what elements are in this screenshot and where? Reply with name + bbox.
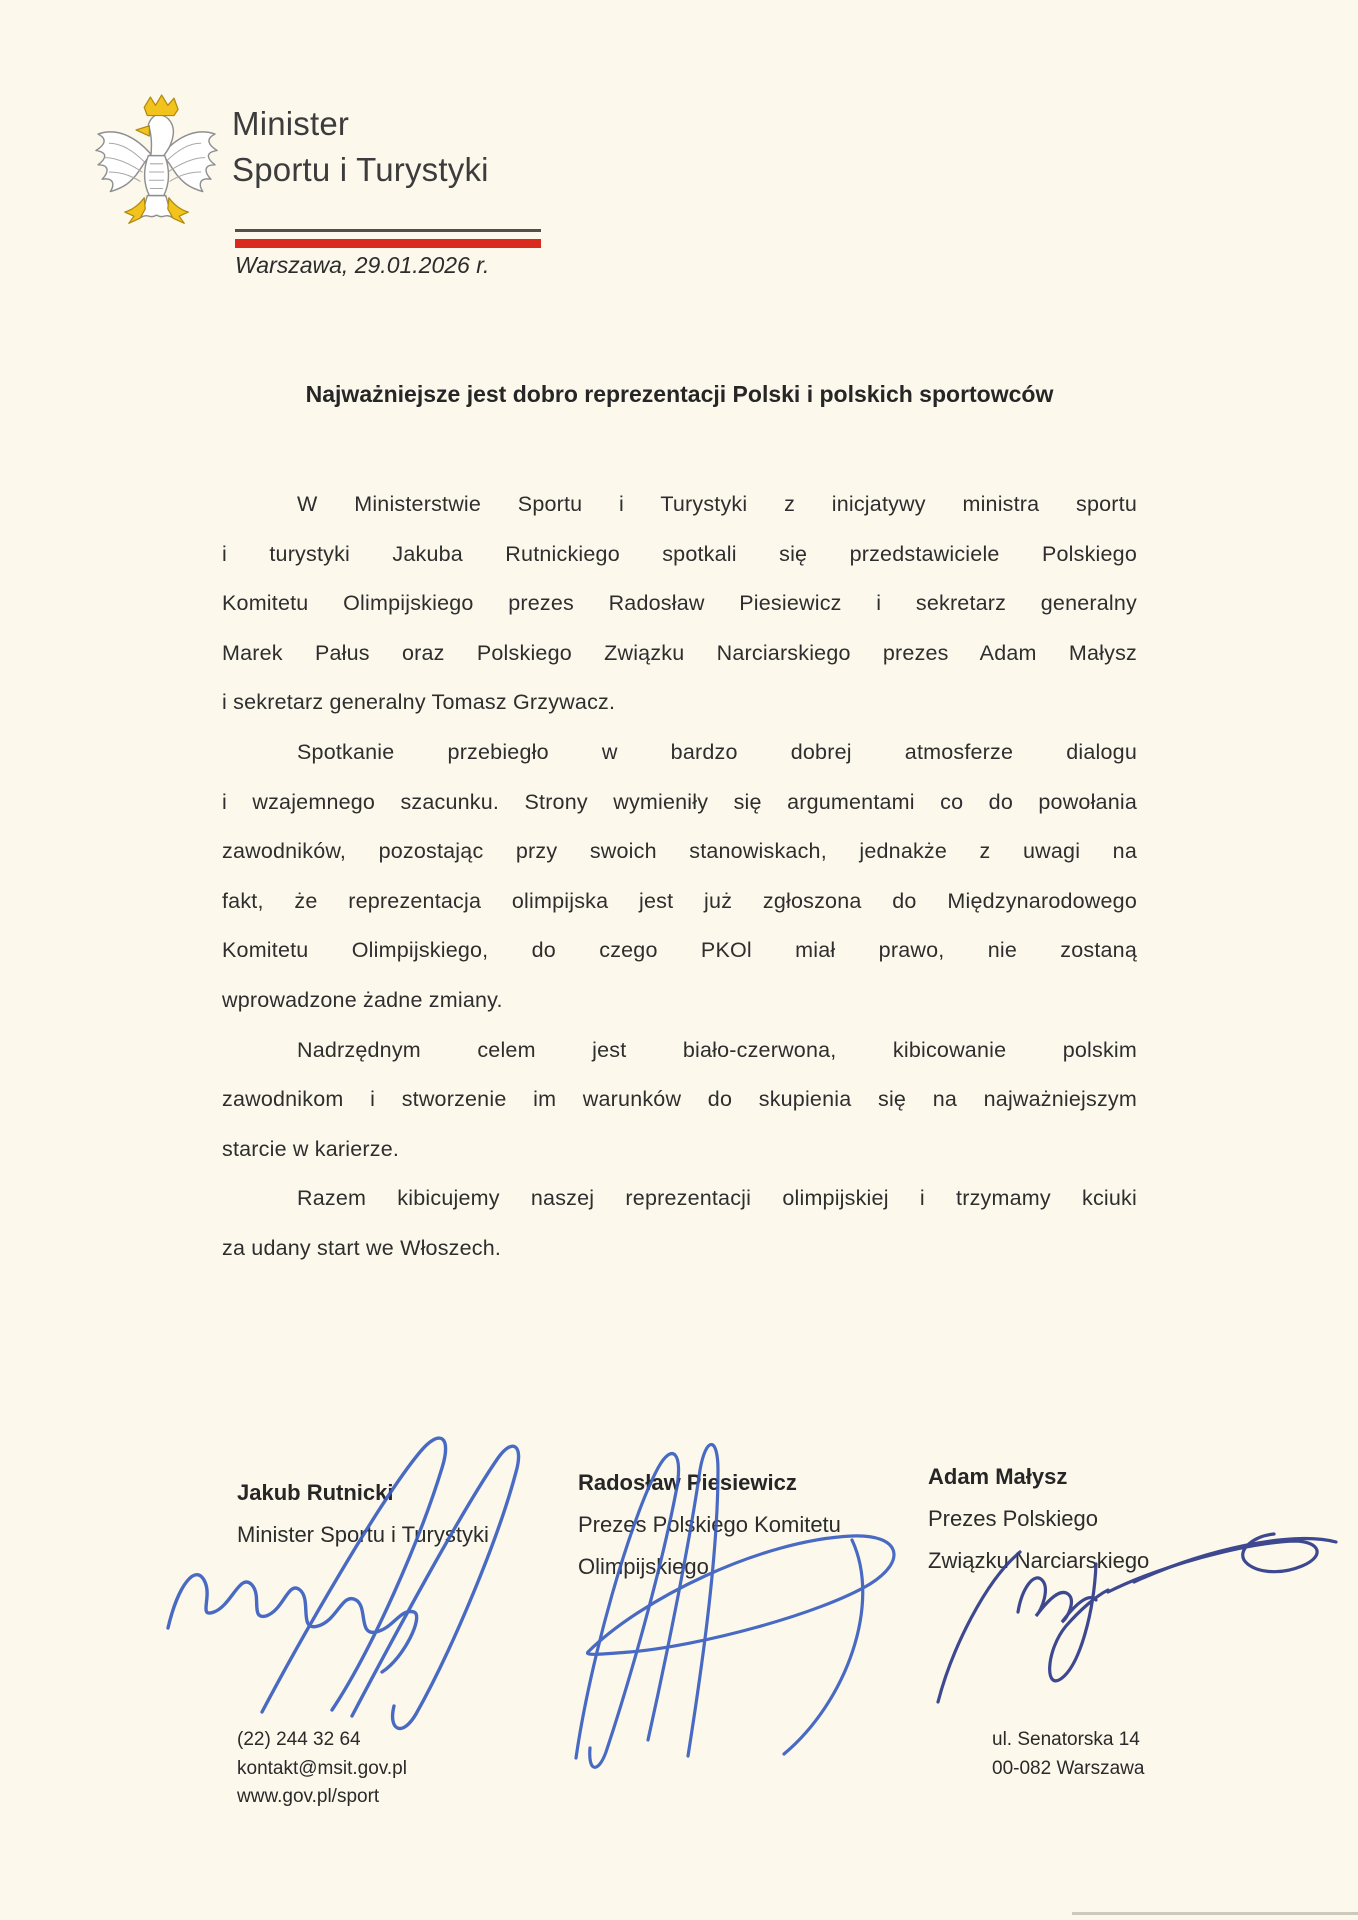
polish-eagle-emblem-icon: [90, 94, 220, 248]
body-line: wprowadzone żadne zmiany.: [222, 987, 503, 1012]
body-line: fakt, że reprezentacja olimpijska jest już zgłoszona do Międzynarodowego: [222, 888, 1137, 913]
signature-block-piesiewicz: [578, 1462, 841, 1588]
footer-email: kontakt@msit.gov.pl: [237, 1757, 407, 1779]
body-line: i wzajemnego szacunku. Strony wymieniły się argumentami co do powołania: [222, 789, 1137, 814]
signature-name: Jakub Rutnicki: [237, 1480, 394, 1505]
footer-phone: (22) 244 32 64: [237, 1729, 361, 1750]
body-line: W Ministerstwie Sportu i Turystyki z inicjatywy ministra sportu: [297, 492, 1137, 516]
footer-contact: [237, 1726, 407, 1812]
signature-role: Olimpijskiego: [578, 1554, 709, 1579]
letter-date: Warszawa, 29.01.2026 r.: [235, 252, 490, 278]
body-line: i sekretarz generalny Tomasz Grzywacz.: [222, 690, 616, 715]
body-line: Spotkanie przebiegło w bardzo dobrej atmosferze dialogu: [297, 739, 1137, 764]
ministry-name: [232, 101, 489, 193]
footer-website: www.gov.pl/sport: [237, 1786, 380, 1807]
body-line: Razem kibicujemy naszej reprezentacji olimpijskiej i trzymamy kciuki: [297, 1186, 1137, 1211]
signature-role: Prezes Polskiego: [928, 1506, 1098, 1531]
body-line: Marek Pałus oraz Polskiego Związku Narciarskiego prezes Adam Małysz: [222, 640, 1137, 665]
header-red-rule: [235, 239, 541, 248]
footer-address-street: ul. Senatorska 14: [992, 1729, 1140, 1750]
signature-name: Radosław Piesiewicz: [578, 1470, 797, 1495]
footer-address: [992, 1726, 1144, 1783]
body-line: Komitetu Olimpijskiego, do czego PKOl miał prawo, nie zostaną: [222, 938, 1137, 963]
signature-role: Związku Narciarskiego: [928, 1548, 1150, 1573]
signature-role: Minister Sportu i Turystyki: [237, 1522, 489, 1547]
body-line: Komitetu Olimpijskiego prezes Radosław Piesiewicz i sekretarz generalny: [222, 591, 1137, 616]
signature-block-malysz: [928, 1456, 1149, 1582]
header-gray-rule: [235, 229, 541, 232]
letter-body: [222, 480, 1137, 1274]
body-line: Nadrzędnym celem jest biało-czerwona, kibicowanie polskim: [297, 1037, 1137, 1062]
letter-title: Najważniejsze jest dobro reprezentacji Polski i polskich sportowców: [305, 381, 1054, 407]
body-line: zawodnikom i stworzenie im warunków do skupienia się na najważniejszym: [222, 1087, 1137, 1112]
body-line: zawodników, pozostając przy swoich stanowiskach, jednakże z uwagi na: [222, 839, 1137, 864]
body-line: starcie w karierze.: [222, 1136, 400, 1161]
signature-name: Adam Małysz: [928, 1464, 1068, 1489]
ministry-name-line2: Sportu i Turystyki: [232, 151, 489, 188]
signature-block-rutnicki: [237, 1472, 489, 1556]
body-line: za udany start we Włoszech.: [222, 1235, 502, 1260]
signature-role: Prezes Polskiego Komitetu: [578, 1512, 841, 1537]
ministry-name-line1: Minister: [232, 105, 350, 142]
scan-artifact-line: [1072, 1912, 1358, 1915]
footer-address-city: 00-082 Warszawa: [992, 1757, 1145, 1779]
body-line: i turystyki Jakuba Rutnickiego spotkali się przedstawiciele Polskiego: [222, 541, 1137, 566]
